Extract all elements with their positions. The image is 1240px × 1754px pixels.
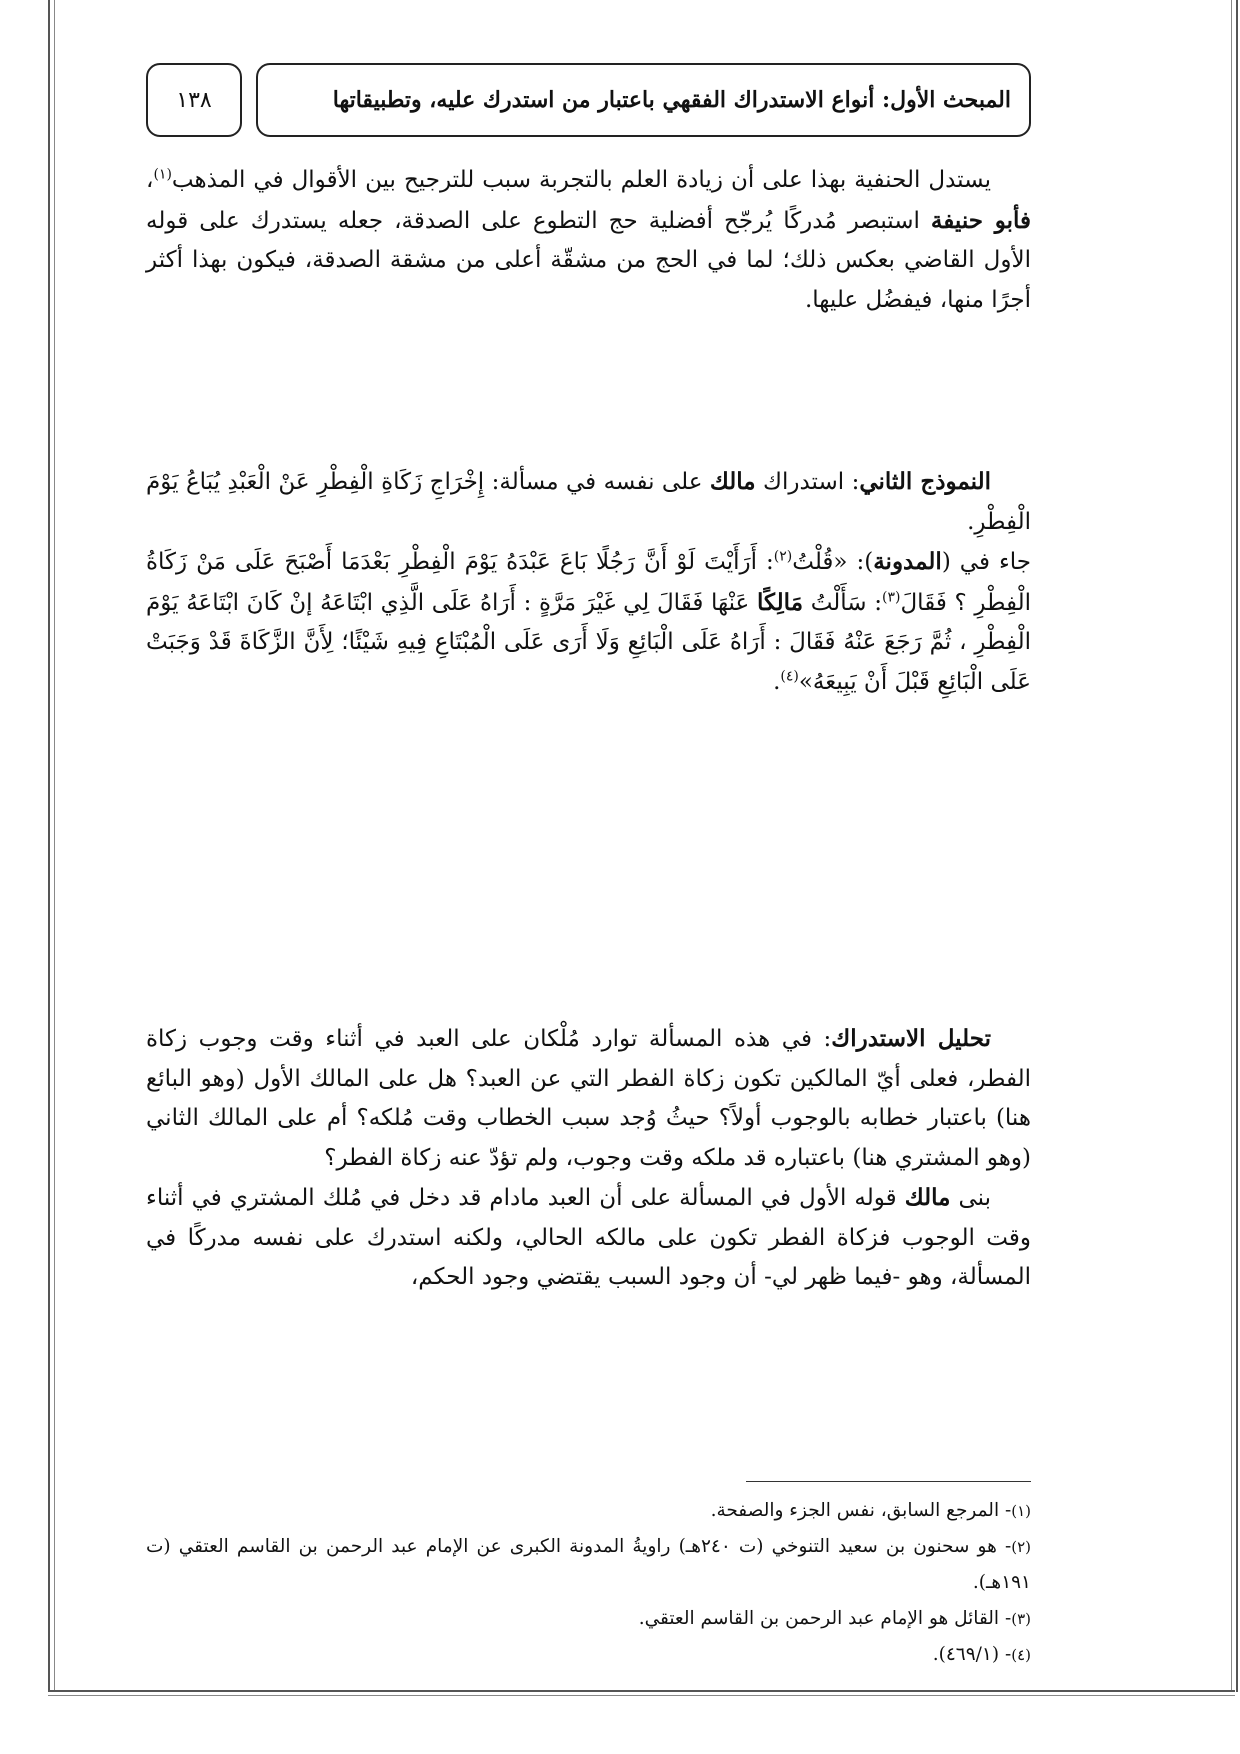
page-number: ١٣٨ (176, 87, 212, 113)
footnote-ref-1: (١) (153, 166, 172, 183)
bold-name: فأبو حنيفة (930, 206, 1031, 234)
footnote (146, 1529, 1031, 1601)
footnote-ref-4: (٤) (780, 667, 799, 684)
footnote-text: - القائل هو الإمام عبد الرحمن بن القاسم العتقي. (638, 1608, 1012, 1629)
book-title: المدونة (873, 548, 942, 575)
text: ، (146, 167, 154, 193)
footnote-ref-2: (٢) (773, 548, 793, 565)
footnote-text: - المرجع السابق، نفس الجزء والصفحة. (710, 1500, 1012, 1521)
analysis-paragraph (146, 1019, 1031, 1178)
text: ): «قُلْتُ (792, 549, 874, 575)
bold-name: مالك (904, 1184, 951, 1211)
footnote-number: (١) (1011, 1502, 1031, 1520)
text: استبصر مُدركًا يُرجّح أفضلية حج التطوع على الصدقة، جعله يستدرك على قوله الأول القاضي بعكس ذلك؛ لما في الحج من مشقّة أعلى من مشقة الصدقة، فيكون بهذا أكثر أجرًا منها، فيفضُل عليها. (146, 207, 1031, 313)
footnote-text: - (٤٦٩/١). (932, 1644, 1012, 1665)
footnote-number: (٢) (1011, 1538, 1031, 1556)
footnote-number: (٣) (1011, 1610, 1031, 1628)
analysis-heading: تحليل الاستدراك (831, 1025, 991, 1052)
text: : في هذه المسألة توارد مُلْكان على العبد في أثناء وقت وجوب زكاة الفطر، فعلى أيّ المالكين تكون زكاة الفطر التي عن العبد؟ هل على المالك الأول (وهو البائع هنا) باعتبار خطابه بالوجوب أولاً؟ حيثُ وُجد سبب الخطاب وقت مُلكه؟ أم على المالك الثاني (وهو المشتري هنا) باعتباره قد ملكه وقت وجوب، ولم تؤدّ عنه زكاة الفطر؟ (146, 1026, 1031, 1171)
body-section-analysis (146, 1019, 1031, 1298)
page-frame-bottom (48, 1690, 1235, 1696)
footnote-text: - هو سحنون بن سعيد التنوخي (ت ٢٤٠هـ) راويةُ المدونة الكبرى عن الإمام عبد الرحمن بن القاسم العتقي (ت ١٩١هـ). (146, 1536, 1031, 1593)
running-header-box (256, 63, 1031, 137)
page-number-box (146, 63, 242, 137)
running-header-title: المبحث الأول: أنواع الاستدراك الفقهي باعتبار من استدرك عليه، وتطبيقاتها (332, 87, 1011, 113)
quote-paragraph (146, 542, 1031, 702)
footnote (146, 1493, 1031, 1529)
example-heading-paragraph (146, 462, 1031, 542)
text: . (773, 668, 781, 695)
text: : استدراك (755, 469, 860, 495)
text: بنى (950, 1185, 991, 1211)
footnote-number: (٤) (1011, 1646, 1031, 1664)
footnote-ref-3: (٣) (882, 588, 901, 605)
body-paragraph-1 (146, 161, 1031, 320)
text: : سَأَلْتُ (803, 589, 882, 616)
text: عَنْهَا فَقَالَ لِي غَيْرَ مَرَّةٍ : أَرَاهُ عَلَى الَّذِي ابْتَاعَهُ إنْ كَانَ ابْتَاعَهُ يَوْمَ الْفِطْرِ ، ثُمَّ رَجَعَ عَنْهُ فَقَالَ : أَرَاهُ عَلَى الْبَائِعِ وَلَا أَرَى عَلَى الْمُبْتَاعِ فِيهِ شَيْئًا؛ لِأَنَّ الزَّكَاةَ قَدْ وَجَبَتْ عَلَى الْبَائِعِ قَبْلَ أَنْ يَبِيعَهُ» (146, 589, 1031, 695)
body-section-example-2 (146, 462, 1031, 702)
page-frame-right (1231, 0, 1238, 1692)
bold-name: مالك (709, 468, 756, 495)
bold-name: مَالِكًا (756, 588, 804, 616)
text: يستدل الحنفية بهذا على أن زيادة العلم بالتجربة سبب للترجيح بين الأقوال في المذهب (171, 167, 991, 193)
text: قوله الأول في المسألة على أن العبد مادام قد دخل في مُلك المشتري في أثناء وقت الوجوب فزكاة الفطر تكون على مالكه الحالي، ولكنه استدرك على نفسه مدركًا في المسألة، وهو -فيما ظهر لي- أن وجود السبب يقتضي وجود الحكم، (146, 1185, 1031, 1290)
conclusion-paragraph (146, 1178, 1031, 1298)
footnote-separator (746, 1481, 1031, 1482)
footnote (146, 1601, 1031, 1637)
text: : أَرَأَيْتَ لَوْ أَنَّ رَجُلًا بَاعَ عَبْدَهُ يَوْمَ الْفِطْرِ بَعْدَمَا أَصْبَحَ عَلَى مَنْ زَكَاةُ الْفِطْرِ ؟ فَقَالَ (146, 549, 1031, 616)
footnotes (146, 1493, 1031, 1673)
text: جاء في ( (941, 549, 1031, 575)
footnote (146, 1637, 1031, 1673)
text: على نفسه في مسألة: إِخْرَاجِ زَكَاةِ الْفِطْرِ عَنْ الْعَبْدِ يُبَاعُ يَوْمَ الْفِطْرِ. (146, 469, 1031, 535)
page-frame-left (48, 0, 55, 1692)
example-heading: النموذج الثاني (859, 468, 991, 495)
